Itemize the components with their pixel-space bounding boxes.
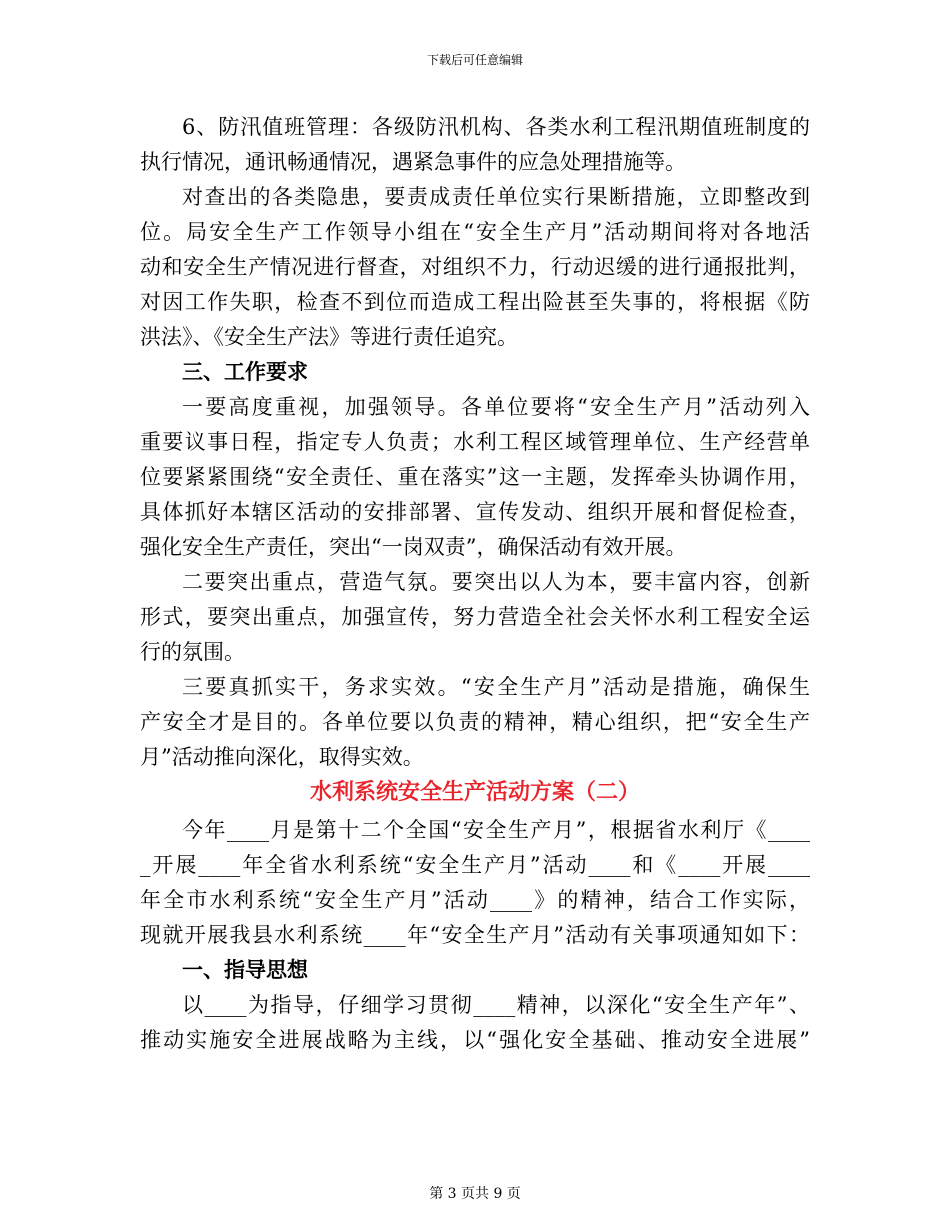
paragraph-line: 强化安全生产责任，突出“一岗双责”，确保活动有效开展。 bbox=[140, 535, 687, 559]
paragraph-line: 月”活动推向深化，取得实效。 bbox=[140, 745, 424, 769]
paragraph-line: 动和安全生产情况进行督查，对组织不力，行动迟缓的进行通报批判， bbox=[140, 255, 810, 279]
paragraph-line: 年全市水利系统“安全生产月”活动____》的精神，结合工作实际， bbox=[140, 888, 810, 912]
paragraph-line: 形式，要突出重点，加强宣传，努力营造全社会关怀水利工程安全运 bbox=[140, 605, 810, 629]
paragraph-line: 现就开展我县水利系统____年“安全生产月”活动有关事项通知如下： bbox=[140, 923, 810, 947]
paragraph-line: 产安全才是目的。各单位要以负责的精神，精心组织，把“安全生产 bbox=[140, 710, 810, 734]
paragraph-line: 二要突出重点，营造气氛。要突出以人为本，要丰富内容，创新 bbox=[182, 570, 810, 594]
document-body bbox=[140, 110, 810, 1058]
paragraph-line: 以____为指导，仔细学习贯彻____精神，以深化“安全生产年”、 bbox=[182, 993, 810, 1017]
paragraph-line: 对因工作失职，检查不到位而造成工程出险甚至失事的，将根据《防 bbox=[140, 290, 810, 314]
document-title: 水利系统安全生产活动方案（二） bbox=[309, 780, 640, 805]
section-heading: 三、工作要求 bbox=[182, 360, 308, 384]
paragraph-line: 洪法》、《安全生产法》等进行责任追究。 bbox=[140, 325, 518, 349]
paragraph-line: 行的氛围。 bbox=[140, 640, 245, 664]
page-header: 下载后可任意编辑 bbox=[426, 53, 523, 67]
paragraph-line: 三要真抓实干，务求实效。“安全生产月”活动是措施，确保生 bbox=[182, 675, 810, 699]
paragraph-line: 推动实施安全进展战略为主线，以“强化安全基础、推动安全进展” bbox=[140, 1028, 810, 1052]
paragraph-line: 今年____月是第十二个全国“安全生产月”，根据省水利厅《____ bbox=[182, 818, 810, 842]
paragraph-line: 执行情况，通讯畅通情况，遇紧急事件的应急处理措施等。 bbox=[140, 150, 686, 174]
page-footer: 第 3 页共 9 页 bbox=[429, 1186, 521, 1202]
paragraph-line: 具体抓好本辖区活动的安排部署、宣传发动、组织开展和督促检查， bbox=[140, 500, 810, 524]
section-heading: 一、指导思想 bbox=[182, 958, 308, 982]
paragraph-line: 位。局安全生产工作领导小组在“安全生产月”活动期间将对各地活 bbox=[140, 220, 810, 244]
paragraph-line: 对查出的各类隐患，要责成责任单位实行果断措施，立即整改到 bbox=[182, 185, 810, 209]
paragraph-line: 位要紧紧围绕“安全责任、重在落实”这一主题，发挥牵头协调作用， bbox=[140, 465, 810, 489]
paragraph-line: 重要议事日程，指定专人负责；水利工程区域管理单位、生产经营单 bbox=[140, 430, 810, 454]
paragraph-line: 6、防汛值班管理：各级防汛机构、各类水利工程汛期值班制度的 bbox=[182, 115, 810, 139]
paragraph-line: 一要高度重视，加强领导。各单位要将“安全生产月”活动列入 bbox=[182, 395, 810, 419]
paragraph-line: _开展____年全省水利系统“安全生产月”活动____和《____开展____ bbox=[140, 853, 810, 877]
